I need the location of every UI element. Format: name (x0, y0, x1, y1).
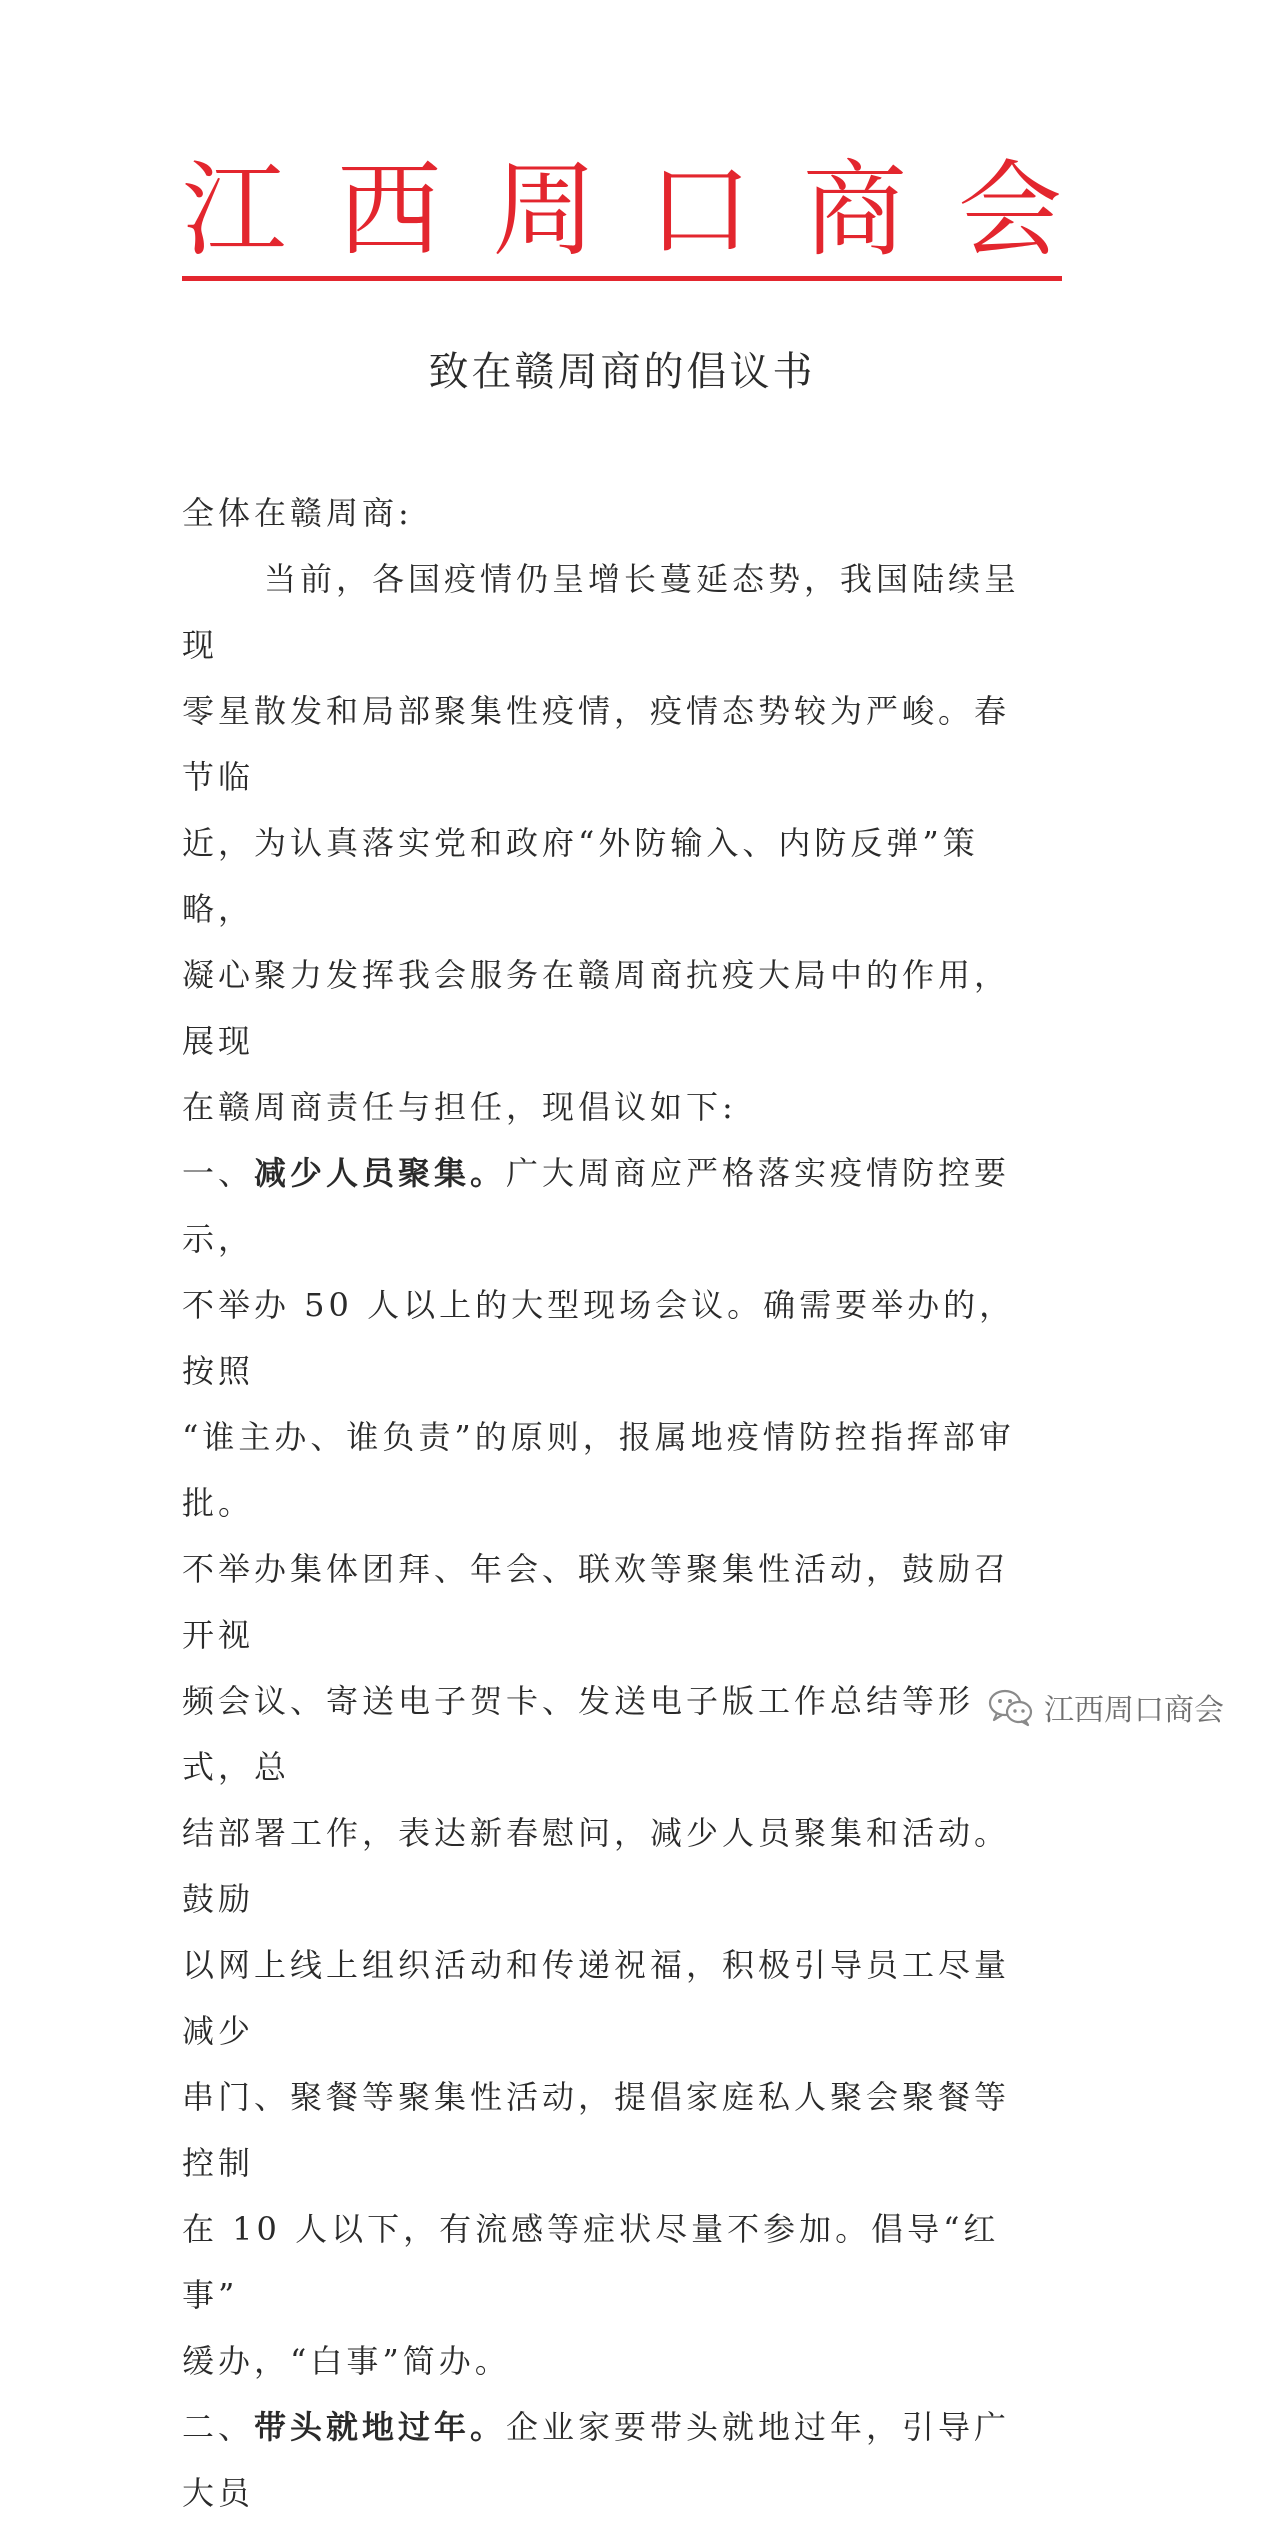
section2-number: 二、 (182, 2408, 255, 2446)
letterhead-divider (182, 276, 1062, 281)
document-title: 致在赣周商的倡议书 (428, 349, 816, 395)
section2-first-line-rest: 企业家要带头就地过年，引导广大员 (182, 2408, 1011, 2512)
section1-line: 不举办集体团拜、年会、联欢等聚集性活动，鼓励召开视 (182, 1550, 1011, 1654)
letterhead-char: 会 (957, 149, 1062, 271)
letterhead-char: 西 (337, 149, 442, 271)
section1-line: 以网上线上组织活动和传递祝福，积极引导员工尽量减少 (182, 1946, 1011, 2050)
watermark-text: 江西周口商会 (1044, 1693, 1224, 1728)
wechat-watermark (988, 1683, 1224, 1731)
letterhead-char: 商 (802, 149, 907, 271)
section1-line: 串门、聚餐等聚集性活动，提倡家庭私人聚会聚餐等控制 (182, 2078, 1011, 2182)
section2-first-line (182, 2394, 1022, 2526)
intro-line: 凝心聚力发挥我会服务在赣周商抗疫大局中的作用，展现 (182, 956, 1011, 1060)
section2-heading: 带头就地过年。 (254, 2408, 507, 2446)
intro-line: 在赣周商责任与担任，现倡议如下: (182, 1088, 737, 1126)
intro-line: 零星散发和局部聚集性疫情，疫情态势较为严峻。春节临 (182, 692, 1011, 796)
section1-line: 不举办 50 人以上的大型现场会议。确需要举办的，按照 (182, 1286, 1016, 1390)
section1-line: 缓办，“白事”简办。 (182, 2342, 511, 2380)
letterhead-char: 江 (182, 149, 287, 271)
section1-number: 一、 (182, 1154, 255, 1192)
section1-line: 结部署工作，表达新春慰问，减少人员聚集和活动。鼓励 (182, 1814, 1011, 1918)
section1-line: 在 10 人以下，有流感等症状尽量不参加。倡导“红事” (182, 2210, 1000, 2314)
salutation: 全体在赣周商: (182, 494, 413, 532)
section1-line: 频会议、寄送电子贺卡、发送电子版工作总结等形式，总 (182, 1682, 975, 1786)
section1-line: “谁主办、谁负责”的原则，报属地疫情防控指挥部审批。 (182, 1418, 1015, 1522)
letterhead-char: 口 (647, 149, 752, 271)
letterhead-char: 周 (492, 149, 597, 271)
intro-line: 近，为认真落实党和政府“外防输入、内防反弹”策略， (182, 824, 979, 928)
org-letterhead (182, 150, 1062, 270)
document-body (182, 480, 1022, 2526)
section1-first-line-rest: 广大周商应严格落实疫情防控要示， (182, 1154, 1011, 1258)
wechat-icon (988, 1687, 1034, 1727)
section1-first-line (182, 1140, 1022, 1272)
intro-line: 当前，各国疫情仍呈增长蔓延态势，我国陆续呈现 (182, 560, 1021, 664)
section1-heading: 减少人员聚集。 (254, 1154, 507, 1192)
